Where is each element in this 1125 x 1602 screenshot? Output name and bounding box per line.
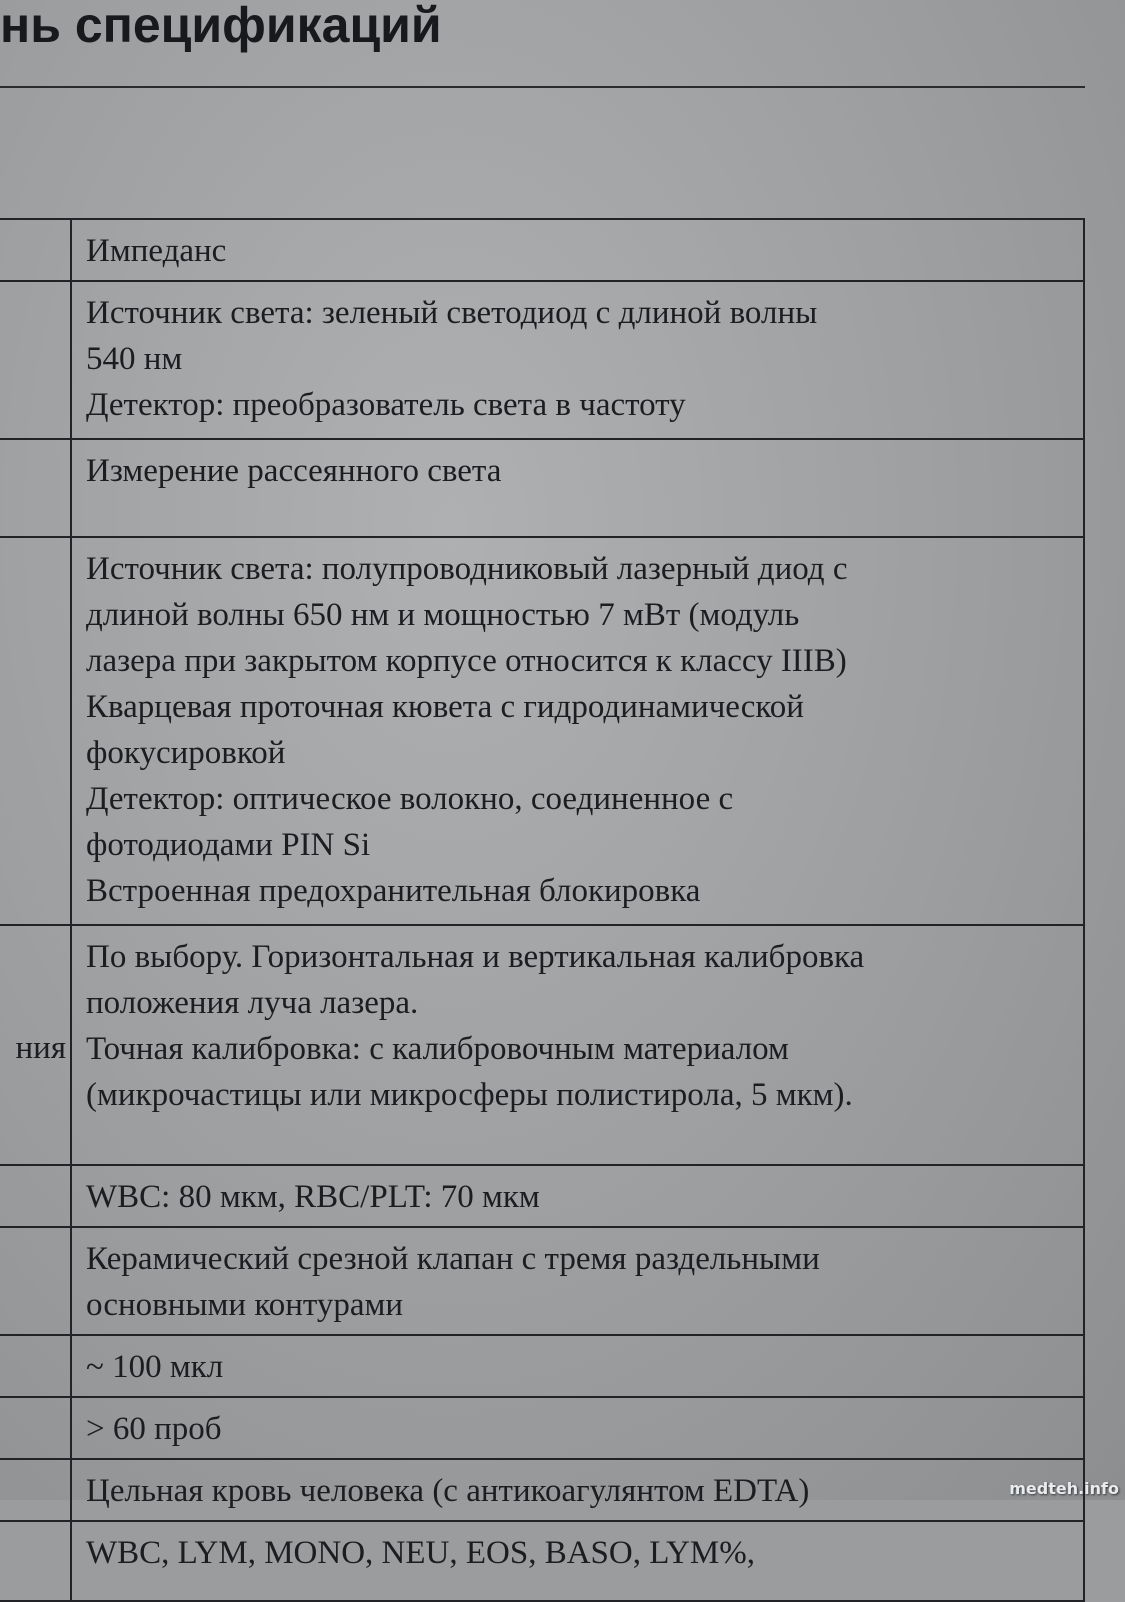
spec-value-cell <box>71 439 1084 537</box>
spec-param-cell <box>0 281 71 439</box>
spec-param-cell <box>0 925 71 1165</box>
spec-row <box>0 281 1084 439</box>
section-heading: нь спецификаций <box>0 0 442 53</box>
spec-row <box>0 439 1084 537</box>
spec-value-line: фотодиодами PIN Si <box>86 827 371 863</box>
spec-row <box>0 1521 1084 1601</box>
spec-row <box>0 1397 1084 1459</box>
spec-value-line: Точная калибровка: с калибровочным материалом <box>86 1031 789 1067</box>
spec-value-line: Цельная кровь человека (с антикоагулянтом EDTA) <box>86 1473 810 1509</box>
spec-value-line: WBC: 80 мкм, RBC/PLT: 70 мкм <box>86 1179 540 1215</box>
spec-row <box>0 1459 1084 1521</box>
spec-row <box>0 537 1084 925</box>
spec-value-line: фокусировкой <box>86 735 286 771</box>
spec-value-cell <box>71 1521 1084 1601</box>
spec-value-line: положения луча лазера. <box>86 985 419 1021</box>
heading-rule <box>0 86 1085 88</box>
spec-row <box>0 219 1084 281</box>
spec-value-cell <box>71 281 1084 439</box>
spec-row <box>0 1335 1084 1397</box>
spec-value-cell <box>71 1227 1084 1335</box>
spec-value-line: Кварцевая проточная кювета с гидродинамической <box>86 689 804 725</box>
spec-value-cell <box>71 925 1084 1165</box>
spec-value-line: WBC, LYM, MONO, NEU, EOS, BASO, LYM%, <box>86 1535 755 1571</box>
spec-value-line: (микрочастицы или микросферы полистирола, 5 мкм). <box>86 1077 853 1113</box>
watermark: medteh.info <box>1009 1479 1119 1498</box>
spec-row <box>0 925 1084 1165</box>
spec-param-cell <box>0 537 71 925</box>
spec-value-line: Источник света: зеленый светодиод с длиной волны <box>86 295 818 331</box>
spec-value-line: Встроенная предохранительная блокировка <box>86 873 701 909</box>
spec-value-line: 540 нм <box>86 341 183 377</box>
spec-value-line: > 60 проб <box>86 1411 222 1447</box>
spec-row <box>0 1227 1084 1335</box>
spec-value-cell <box>71 1165 1084 1227</box>
spec-param-cell <box>0 1397 71 1459</box>
spec-value-line: По выбору. Горизонтальная и вертикальная калибровка <box>86 939 865 975</box>
spec-param-cell <box>0 219 71 281</box>
spec-value-cell <box>71 219 1084 281</box>
spec-value-line: Источник света: полупроводниковый лазерный диод с <box>86 551 848 587</box>
spec-value-cell <box>71 1397 1084 1459</box>
spec-row <box>0 1165 1084 1227</box>
spec-value-line: лазера при закрытом корпусе относится к классу IIIB) <box>86 643 847 679</box>
spec-param-cell <box>0 1521 71 1601</box>
spec-value-line: Керамический срезной клапан с тремя раздельными <box>86 1241 820 1277</box>
spec-param-cell <box>0 1459 71 1521</box>
spec-value-line: Импеданс <box>86 233 227 269</box>
spec-value-line: Детектор: оптическое волокно, соединенное с <box>86 781 734 817</box>
spec-table <box>0 218 1085 1602</box>
spec-param-cell <box>0 1165 71 1227</box>
spec-value-line: длиной волны 650 нм и мощностью 7 мВт (модуль <box>86 597 800 633</box>
spec-value-line: Детектор: преобразователь света в частоту <box>86 387 686 423</box>
spec-param-fragment: ния <box>15 1030 66 1066</box>
spec-param-cell <box>0 1335 71 1397</box>
spec-value-cell <box>71 1335 1084 1397</box>
spec-param-cell <box>0 1227 71 1335</box>
spec-value-cell <box>71 1459 1084 1521</box>
spec-value-cell <box>71 537 1084 925</box>
spec-value-line: основными контурами <box>86 1287 404 1323</box>
spec-param-cell <box>0 439 71 537</box>
spec-value-line: ~ 100 мкл <box>86 1349 224 1385</box>
spec-value-line: Измерение рассеянного света <box>86 453 502 489</box>
